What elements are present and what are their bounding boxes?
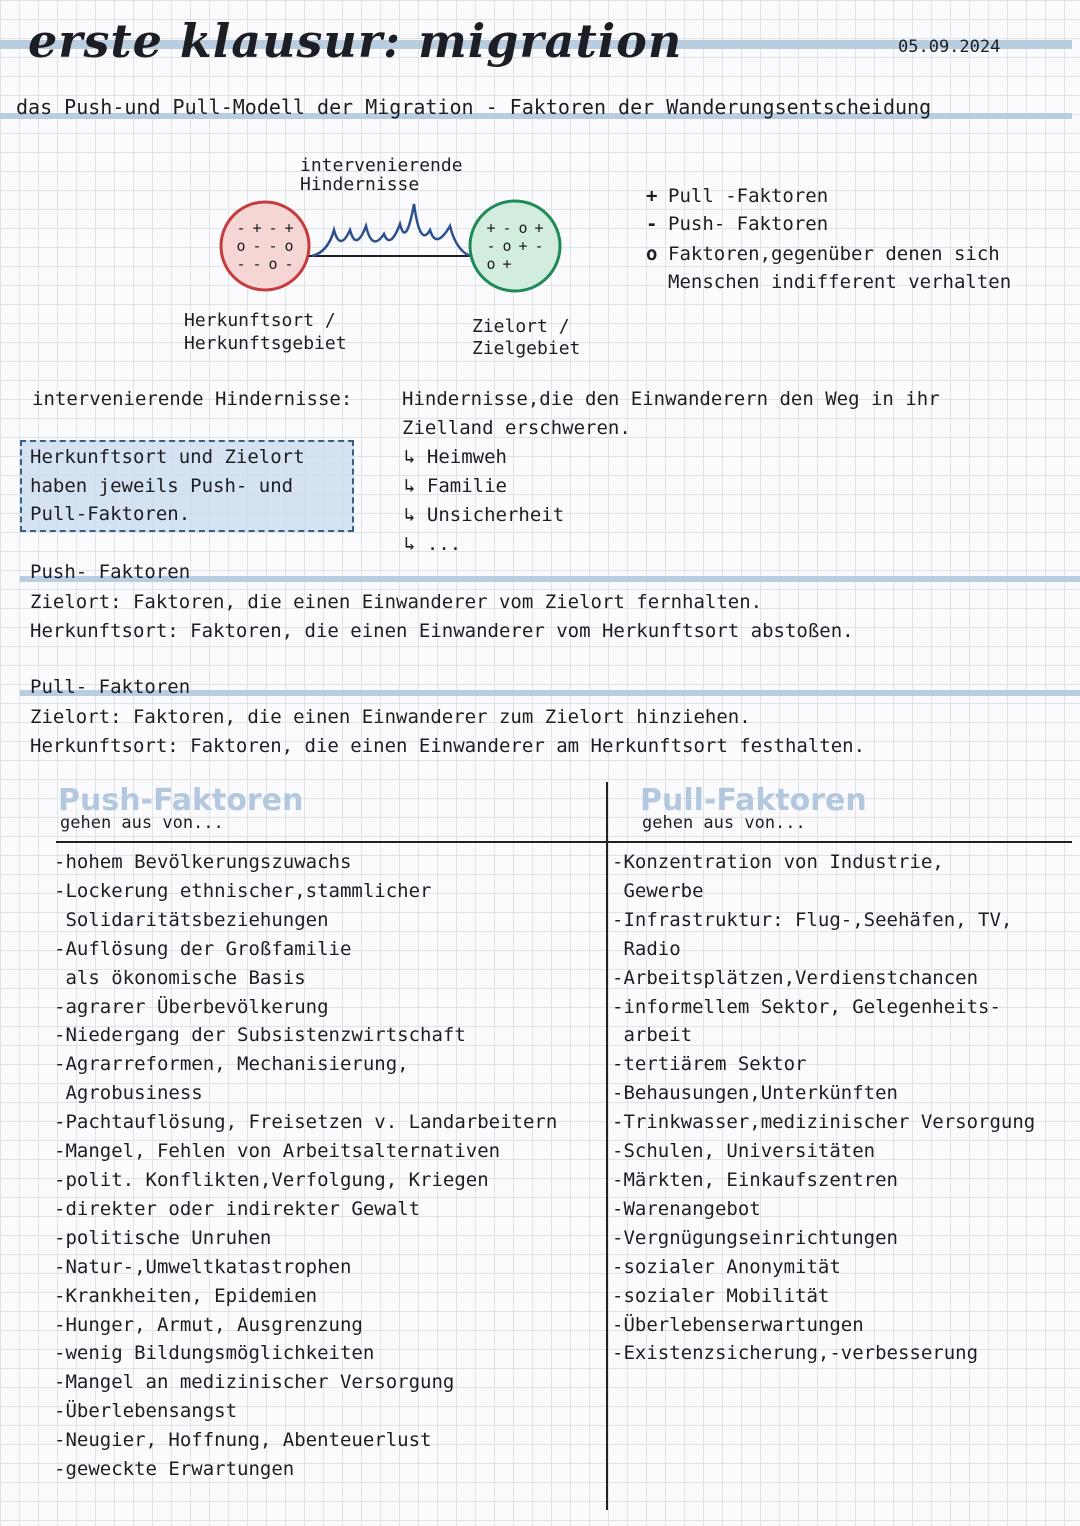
- push-heading: Push- Faktoren: [30, 561, 191, 583]
- page-title: erste klausur: migration: [28, 14, 683, 68]
- list-item: -direkter oder indirekter Gewalt: [54, 1197, 421, 1220]
- diagram-symbol: o: [486, 255, 496, 273]
- date: 05.09.2024: [898, 37, 1001, 57]
- obstacles-label: intervenierende Hindernisse: [300, 155, 463, 195]
- diagram-symbol: o: [236, 237, 246, 255]
- legend-neutral: [646, 243, 1000, 265]
- diagram-symbol: +: [518, 237, 528, 255]
- obstacle-example: ↳ Familie: [404, 475, 507, 497]
- legend-neutral-cont: [646, 271, 1011, 293]
- note-line: haben jeweils Push- und: [30, 475, 294, 497]
- list-item: -Behausungen,Unterkünften: [612, 1082, 898, 1105]
- pull-column-subtitle: gehen aus von...: [642, 813, 806, 833]
- list-item: -Mangel, Fehlen von Arbeitsalternativen: [54, 1140, 501, 1163]
- pull-factor-list: [612, 848, 1072, 1368]
- diagram-symbol: +: [502, 255, 512, 273]
- list-item: -Krankheiten, Epidemien: [54, 1284, 318, 1307]
- list-item: -Neugier, Hoffnung, Abenteuerlust: [54, 1429, 432, 1452]
- pull-def-herkunftsort: Herkunftsort: Faktoren, die einen Einwanderer am Herkunftsort festhalten.: [30, 735, 866, 757]
- table-divider-vertical: [606, 782, 608, 1510]
- list-item: -Schulen, Universitäten: [612, 1140, 876, 1163]
- list-item: -Überlebensangst: [54, 1400, 238, 1423]
- diagram-symbol: +: [534, 219, 544, 237]
- list-item: Solidaritätsbeziehungen: [54, 908, 329, 931]
- diagram-symbol: +: [284, 219, 294, 237]
- list-item: -Mangel an medizinischer Versorgung: [54, 1371, 455, 1394]
- list-item: -Arbeitsplätzen,Verdienstchancen: [612, 966, 979, 989]
- list-item: -Märkten, Einkaufszentren: [612, 1168, 898, 1191]
- list-item: -Existenzsicherung,-verbesserung: [612, 1342, 979, 1365]
- obstacle-example: ↳ ...: [404, 533, 462, 555]
- list-item: -Hunger, Armut, Ausgrenzung: [54, 1313, 363, 1336]
- pull-heading: Pull- Faktoren: [30, 676, 191, 698]
- destination-label-1: Zielort /: [472, 316, 570, 337]
- list-item: arbeit: [612, 1024, 693, 1047]
- list-item: -Konzentration von Industrie,: [612, 851, 944, 873]
- note-line: Pull-Faktoren.: [30, 503, 191, 525]
- origin-circle: [221, 202, 309, 290]
- diagram-symbol: o: [502, 237, 512, 255]
- origin-label-2: Herkunftsgebiet: [184, 333, 347, 354]
- diagram-symbol: -: [268, 237, 278, 255]
- subtitle: das Push-und Pull-Modell der Migration - Faktoren der Wanderungsentscheidung: [16, 95, 932, 119]
- list-item: -agrarer Überbevölkerung: [54, 995, 329, 1018]
- obstacles-term: intervenierende Hindernisse:: [32, 388, 353, 410]
- legend-text-pull: Pull -Faktoren: [668, 185, 829, 207]
- origin-label-1: Herkunftsort /: [184, 310, 336, 331]
- list-item: -Pachtauflösung, Freisetzen v. Landarbeitern: [54, 1111, 558, 1134]
- push-column-subtitle: gehen aus von...: [60, 813, 224, 833]
- legend-text-push: Push- Faktoren: [668, 213, 829, 235]
- legend-text-neutral: Faktoren,gegenüber denen sich: [668, 243, 1000, 265]
- obstacle-example: ↳ Unsicherheit: [404, 504, 565, 526]
- diagram-symbol: o: [518, 219, 528, 237]
- push-def-herkunftsort: Herkunftsort: Faktoren, die einen Einwanderer vom Herkunftsort abstoßen.: [30, 620, 854, 642]
- list-item: -hohem Bevölkerungszuwachs: [54, 851, 352, 873]
- diagram-symbol: +: [252, 219, 262, 237]
- diagram-symbol: -: [268, 219, 278, 237]
- diagram-symbol: -: [486, 237, 496, 255]
- list-item: -Warenangebot: [612, 1197, 761, 1220]
- list-item: Agrobusiness: [54, 1082, 203, 1105]
- push-column-title: Push-Faktoren: [58, 783, 304, 818]
- pull-def-zielort: Zielort: Faktoren, die einen Einwanderer zum Zielort hinziehen.: [30, 706, 751, 728]
- list-item: -Natur-,Umweltkatastrophen: [54, 1255, 352, 1278]
- obstacles-def-line2: Zielland erschweren.: [402, 417, 631, 439]
- diagram-symbol: -: [502, 219, 512, 237]
- list-item: -sozialer Mobilität: [612, 1284, 830, 1307]
- diagram-symbol: -: [252, 237, 262, 255]
- diagram-symbol: o: [284, 237, 294, 255]
- list-item: -sozialer Anonymität: [612, 1255, 841, 1278]
- note-line: Herkunftsort und Zielort: [30, 446, 305, 468]
- legend-symbol-pull: +: [646, 185, 658, 207]
- push-factor-list: [54, 848, 602, 1484]
- diagram-symbol: o: [268, 255, 278, 273]
- list-item: -polit. Konflikten,Verfolgung, Kriegen: [54, 1168, 489, 1191]
- list-item: -Infrastruktur: Flug-,Seehäfen, TV,: [612, 908, 1013, 931]
- diagram-symbol: +: [486, 219, 496, 237]
- diagram-symbol: -: [236, 255, 246, 273]
- obstacle-mountains: [312, 204, 470, 256]
- list-item: -informellem Sektor, Gelegenheits-: [612, 995, 1001, 1018]
- legend-pull: [646, 185, 828, 207]
- note-box: [20, 440, 354, 532]
- legend-text-neutral-cont: Menschen indifferent verhalten: [668, 271, 1012, 293]
- destination-circle: [470, 201, 560, 291]
- list-item: -Vergnügungseinrichtungen: [612, 1226, 898, 1249]
- legend-symbol-neutral: o: [646, 243, 658, 265]
- push-def-zielort: Zielort: Faktoren, die einen Einwanderer vom Zielort fernhalten.: [30, 591, 763, 613]
- list-item: -Niedergang der Subsistenzwirtschaft: [54, 1024, 466, 1047]
- list-item: als ökonomische Basis: [54, 966, 306, 989]
- diagram-symbol: -: [252, 255, 262, 273]
- legend-symbol-push: -: [646, 213, 658, 235]
- list-item: -wenig Bildungsmöglichkeiten: [54, 1342, 375, 1365]
- legend-push: [646, 213, 828, 235]
- diagram-symbol: -: [534, 237, 544, 255]
- push-pull-diagram: [200, 190, 600, 310]
- list-item: -Trinkwasser,medizinischer Versorgung: [612, 1111, 1036, 1134]
- list-item: -geweckte Erwartungen: [54, 1458, 295, 1481]
- list-item: -politische Unruhen: [54, 1226, 272, 1249]
- list-item: -Überlebenserwartungen: [612, 1313, 864, 1336]
- list-item: Gewerbe: [612, 879, 704, 902]
- list-item: -Agrarreformen, Mechanisierung,: [54, 1053, 409, 1076]
- obstacles-def-line1: Hindernisse,die den Einwanderern den Weg in ihr: [402, 388, 940, 410]
- diagram-symbol: -: [236, 219, 246, 237]
- list-item: Radio: [612, 937, 681, 960]
- list-item: -Auflösung der Großfamilie: [54, 937, 352, 960]
- list-item: -tertiärem Sektor: [612, 1053, 807, 1076]
- diagram-symbol: -: [284, 255, 294, 273]
- obstacle-example: ↳ Heimweh: [404, 446, 507, 468]
- destination-label-2: Zielgebiet: [472, 338, 581, 359]
- table-divider-horizontal: [56, 841, 1072, 843]
- list-item: -Lockerung ethnischer,stammlicher: [54, 879, 432, 902]
- pull-column-title: Pull-Faktoren: [640, 783, 867, 818]
